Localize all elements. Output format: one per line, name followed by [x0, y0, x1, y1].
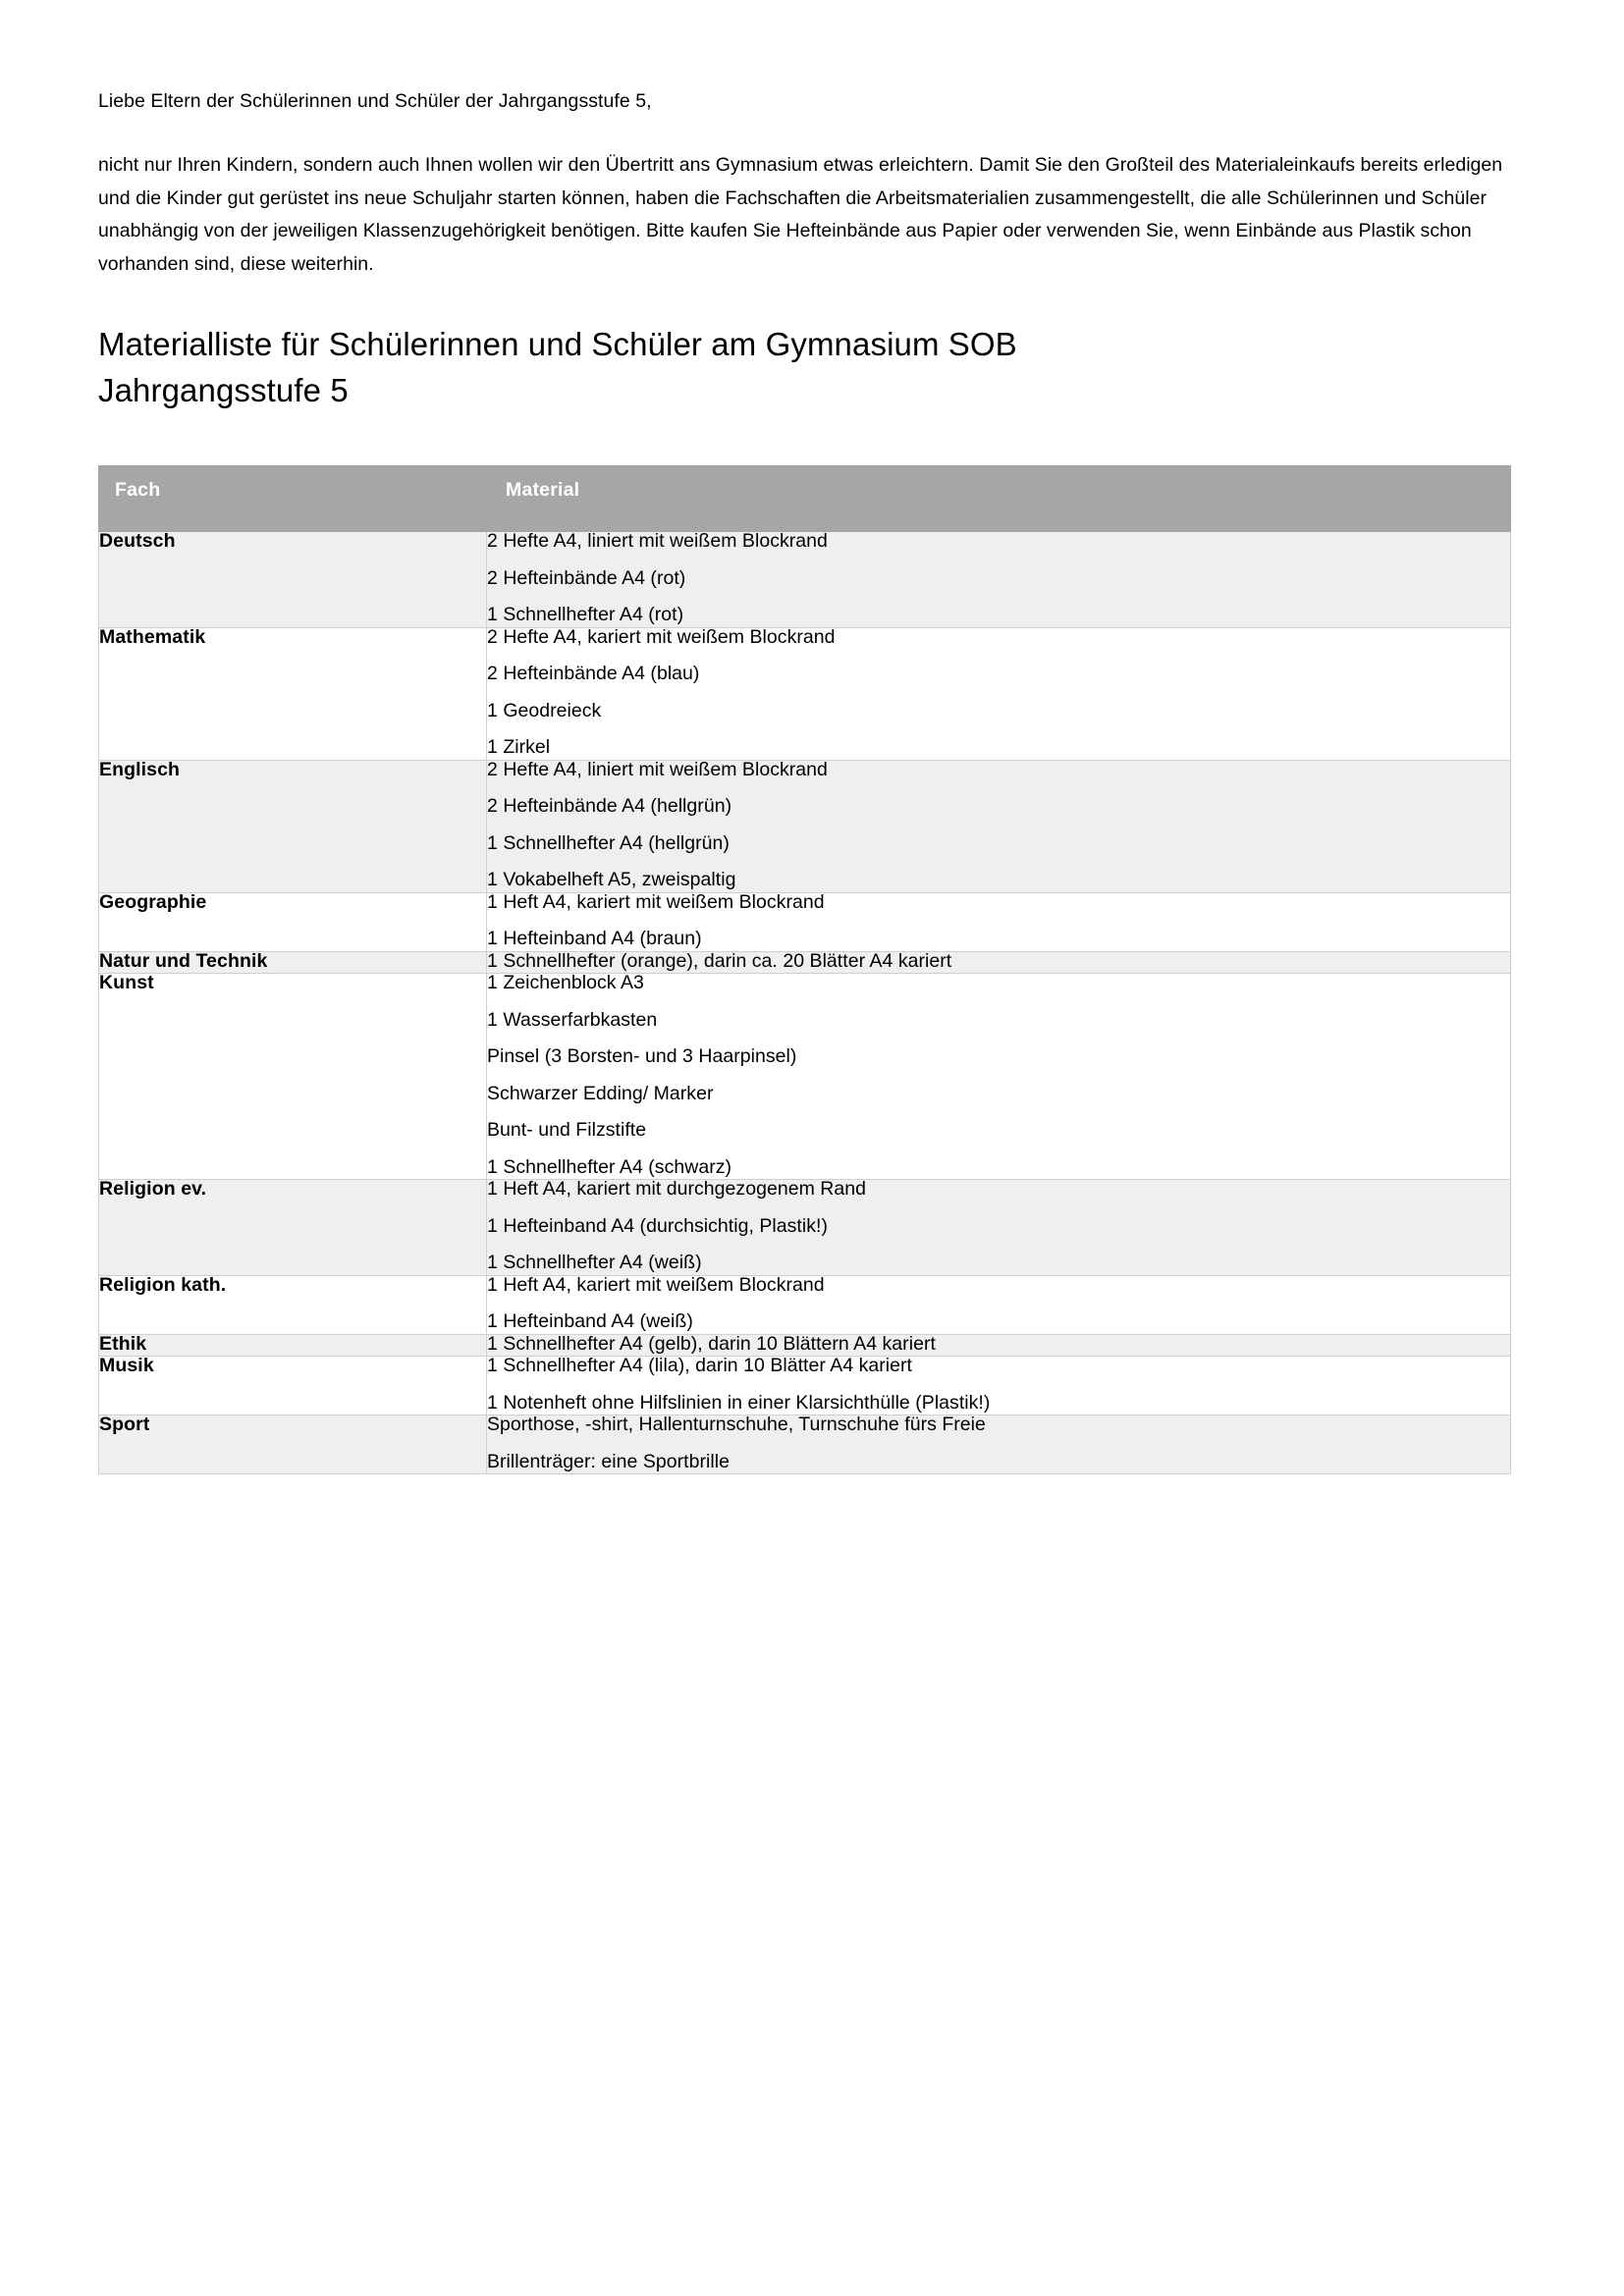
material-item: 1 Schnellhefter A4 (hellgrün) [487, 831, 730, 854]
letter-greeting: Liebe Eltern der Schülerinnen und Schüler der Jahrgangsstufe 5, [98, 90, 652, 112]
subject-label: Ethik [99, 1332, 147, 1355]
table-cell-material [487, 1180, 1511, 1276]
table-cell-fach [99, 892, 487, 951]
material-item: 1 Wasserfarbkasten [487, 1008, 658, 1031]
table-header-row [99, 466, 1511, 532]
table-cell-fach [99, 532, 487, 628]
material-item: 1 Schnellhefter A4 (rot) [487, 604, 684, 626]
material-item: 2 Hefte A4, liniert mit weißem Blockrand [487, 530, 828, 553]
table-row [99, 892, 1511, 951]
table-cell-fach [99, 1334, 487, 1357]
material-item: 1 Heft A4, kariert mit durchgezogenem Rand [487, 1178, 867, 1201]
subject-label: Englisch [99, 758, 181, 780]
material-item: 2 Hefteinbände A4 (blau) [487, 663, 700, 685]
material-item: 1 Heft A4, kariert mit weißem Blockrand [487, 1273, 825, 1296]
subject-label: Sport [99, 1414, 150, 1436]
table-cell-material [487, 1357, 1511, 1415]
material-item: 2 Hefteinbände A4 (rot) [487, 566, 686, 589]
subject-label: Deutsch [99, 530, 176, 553]
table-cell-material [487, 1275, 1511, 1334]
table-cell-material [487, 1334, 1511, 1357]
column-header-material: Material [487, 466, 1511, 532]
material-item: 1 Hefteinband A4 (weiß) [487, 1310, 693, 1333]
table-cell-material [487, 974, 1511, 1180]
table-row [99, 1357, 1511, 1415]
material-item: 1 Schnellhefter A4 (gelb), darin 10 Blättern A4 kariert [487, 1332, 936, 1355]
table-cell-fach [99, 760, 487, 892]
material-item: Brillenträger: eine Sportbrille [487, 1450, 730, 1472]
table-row [99, 627, 1511, 760]
table-cell-fach [99, 951, 487, 974]
table-row [99, 760, 1511, 892]
page-title-line-2: Jahrgangsstufe 5 [98, 372, 349, 409]
material-item: 1 Notenheft ohne Hilfslinien in einer Klarsichthülle (Plastik!) [487, 1391, 991, 1414]
column-header-fach: Fach [99, 466, 487, 532]
material-item: 2 Hefteinbände A4 (hellgrün) [487, 795, 732, 818]
material-item: Schwarzer Edding/ Marker [487, 1082, 714, 1104]
table-cell-material [487, 760, 1511, 892]
table-row [99, 1180, 1511, 1276]
material-item: 2 Hefte A4, liniert mit weißem Blockrand [487, 758, 828, 780]
table-row [99, 532, 1511, 628]
table-row [99, 1415, 1511, 1474]
material-item: 2 Hefte A4, kariert mit weißem Blockrand [487, 625, 836, 648]
table-cell-fach [99, 1275, 487, 1334]
materials-table-body [99, 532, 1511, 1474]
table-row [99, 951, 1511, 974]
table-cell-material [487, 627, 1511, 760]
subject-label: Religion ev. [99, 1178, 207, 1201]
table-cell-fach [99, 627, 487, 760]
table-cell-fach [99, 1357, 487, 1415]
subject-label: Musik [99, 1355, 154, 1377]
table-row [99, 1334, 1511, 1357]
letter-intro-paragraph: nicht nur Ihren Kindern, sondern auch Ihnen wollen wir den Übertritt ans Gymnasium etwas erleichtern. Damit Sie den Großteil des Materialeinkaufs bereits erledigen und die Kinder gut gerüstet ins neue Schuljahr starten können, haben die Fachschaften die Arbeitsmaterialien zusammengestellt, die alle Schülerinnen und Schüler unabhängig von der jeweiligen Klassenzugehörigkeit benötigen. Bitte kaufen Sie Hefteinbände aus Papier oder verwenden Sie, wenn Einbände aus Plastik schon vorhanden sind, diese weiterhin. [98, 154, 1503, 275]
material-item: 1 Vokabelheft A5, zweispaltig [487, 869, 736, 891]
material-item: 1 Hefteinband A4 (braun) [487, 928, 702, 950]
subject-label: Natur und Technik [99, 949, 268, 972]
material-item: 1 Zeichenblock A3 [487, 972, 644, 994]
table-cell-material [487, 1415, 1511, 1474]
table-cell-material [487, 892, 1511, 951]
material-item: 1 Schnellhefter A4 (schwarz) [487, 1155, 732, 1178]
subject-label: Mathematik [99, 625, 206, 648]
page-title [98, 281, 1512, 414]
material-item: 1 Geodreieck [487, 699, 602, 721]
table-cell-fach [99, 1415, 487, 1474]
page-title-line-1: Materialliste für Schülerinnen und Schüler am Gymnasium SOB [98, 326, 1017, 363]
material-item: Sporthose, -shirt, Hallenturnschuhe, Turnschuhe fürs Freie [487, 1414, 986, 1436]
materials-table [98, 465, 1511, 1474]
table-row [99, 1275, 1511, 1334]
subject-label: Kunst [99, 972, 154, 994]
materials-table-head [99, 466, 1511, 532]
table-row [99, 974, 1511, 1180]
table-cell-fach [99, 1180, 487, 1276]
material-item: Pinsel (3 Borsten- und 3 Haarpinsel) [487, 1045, 797, 1068]
material-item: 1 Heft A4, kariert mit weißem Blockrand [487, 890, 825, 913]
material-item: 1 Hefteinband A4 (durchsichtig, Plastik!) [487, 1214, 828, 1237]
material-item: 1 Schnellhefter (orange), darin ca. 20 Blätter A4 kariert [487, 949, 952, 972]
table-cell-material [487, 532, 1511, 628]
page-content [98, 0, 1512, 1474]
material-item: 1 Schnellhefter A4 (weiß) [487, 1252, 702, 1274]
table-cell-fach [99, 974, 487, 1180]
subject-label: Religion kath. [99, 1273, 227, 1296]
material-item: 1 Zirkel [487, 736, 551, 759]
material-item: Bunt- und Filzstifte [487, 1119, 647, 1142]
material-item: 1 Schnellhefter A4 (lila), darin 10 Blätter A4 kariert [487, 1355, 913, 1377]
subject-label: Geographie [99, 890, 207, 913]
table-cell-material [487, 951, 1511, 974]
